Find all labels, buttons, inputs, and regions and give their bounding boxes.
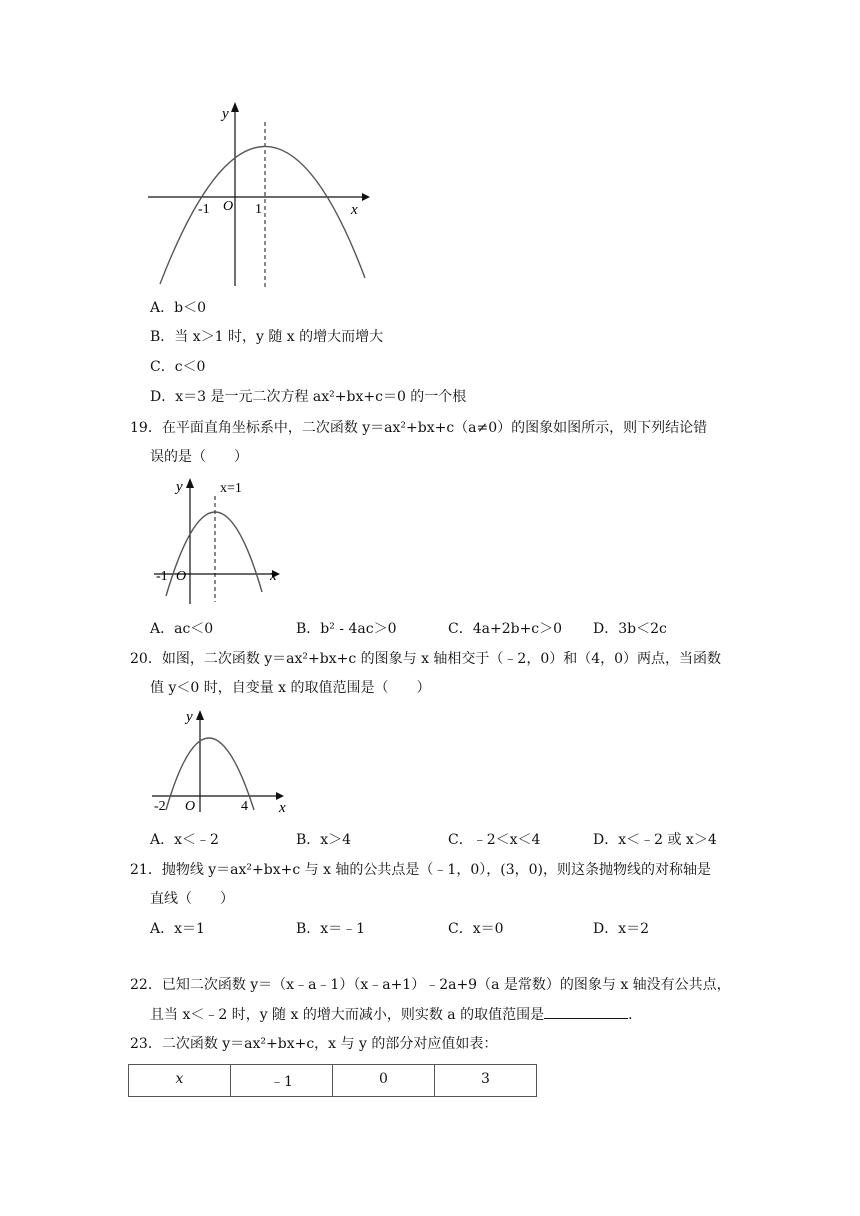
q22-stem-line2-end: ．: [628, 1007, 643, 1023]
q20-graph: [148, 706, 298, 821]
q18-y-label: y: [222, 106, 229, 122]
q19-tick-neg1: -1: [156, 569, 168, 584]
q22-answer-blank[interactable]: [544, 1004, 628, 1019]
q19-graph: [150, 474, 290, 609]
table-cell: 3: [435, 1065, 537, 1097]
q19-option-c[interactable]: C．4a+2b+c＞0: [448, 621, 563, 637]
q20-origin: O: [185, 799, 196, 814]
q20-stem-line1: 20．如图，二次函数 y＝ax²+bx+c 的图象与 x 轴相交于（﹣2，0）和（4，0）两点，当函数: [130, 651, 722, 667]
q19-x-label: x: [270, 568, 277, 584]
q20-tick-4: 4: [241, 799, 248, 814]
q18-option-d[interactable]: D．x＝3 是一元二次方程 ax²+bx+c＝0 的一个根: [150, 389, 467, 405]
q21-stem-line2: 直线（ ）: [150, 891, 234, 907]
q23-value-table: [128, 1064, 537, 1097]
q19-option-d[interactable]: D．3b＜2c: [593, 621, 667, 637]
q20-option-a[interactable]: A．x＜﹣2: [150, 832, 219, 848]
q21-option-b[interactable]: B．x＝﹣1: [296, 921, 366, 937]
q18-x-label: x: [351, 202, 358, 218]
q18-tick-neg1: -1: [198, 202, 210, 217]
table-cell: 0: [333, 1065, 435, 1097]
q19-option-b[interactable]: B．b² - 4ac＞0: [296, 621, 397, 637]
q20-option-b[interactable]: B．x＞4: [296, 832, 352, 848]
q20-tick-neg2: -2: [154, 799, 166, 814]
q19-option-a[interactable]: A．ac＜0: [150, 621, 214, 637]
q21-stem-line1: 21．抛物线 y＝ax²+bx+c 与 x 轴的公共点是（﹣1，0），(3，0)，则这条抛物线的对称轴是: [130, 862, 711, 878]
q22-stem-line1: 22．已知二次函数 y＝（x﹣a﹣1）（x﹣a+1）﹣2a+9（a 是常数）的图象与 x 轴没有公共点，: [130, 977, 731, 993]
q18-option-c[interactable]: C．c＜0: [150, 359, 206, 375]
q20-y-label: y: [186, 709, 193, 725]
q23-stem-line1: 23．二次函数 y＝ax²+bx+c，x 与 y 的部分对应值如表：: [130, 1036, 498, 1052]
q19-origin: O: [176, 569, 187, 584]
q22-stem-line2: 且当 x＜﹣2 时，y 随 x 的增大而减小，则实数 a 的取值范围是: [150, 1007, 545, 1023]
q21-option-d[interactable]: D．x＝2: [593, 921, 650, 937]
q20-x-label: x: [279, 800, 286, 816]
q20-stem-line2: 值 y＜0 时，自变量 x 的取值范围是（ ）: [150, 680, 431, 696]
table-cell: ﹣1: [231, 1065, 333, 1097]
q18-option-a[interactable]: A．b＜0: [150, 300, 206, 316]
q20-option-d[interactable]: D．x＜﹣2 或 x＞4: [593, 832, 717, 848]
table-row: [129, 1065, 537, 1097]
q19-y-label: y: [176, 479, 183, 495]
q20-option-c[interactable]: C．﹣2＜x＜4: [448, 832, 541, 848]
q18-option-b[interactable]: B．当 x＞1 时，y 随 x 的增大而增大: [150, 329, 384, 345]
q18-graph: [140, 96, 380, 296]
q19-axis-label: x=1: [220, 481, 242, 496]
q19-stem-line1: 19．在平面直角坐标系中，二次函数 y＝ax²+bx+c（a≠0）的图象如图所示，则下列结论错: [130, 420, 708, 436]
q18-origin: O: [223, 199, 234, 214]
q21-option-c[interactable]: C．x＝0: [448, 921, 504, 937]
table-cell: x: [129, 1065, 231, 1097]
q21-option-a[interactable]: A．x＝1: [150, 921, 205, 937]
q22-stem-line2-wrap: [150, 1004, 642, 1025]
q19-stem-line2: 误的是（ ）: [150, 449, 248, 465]
q18-tick-1: 1: [255, 202, 262, 217]
